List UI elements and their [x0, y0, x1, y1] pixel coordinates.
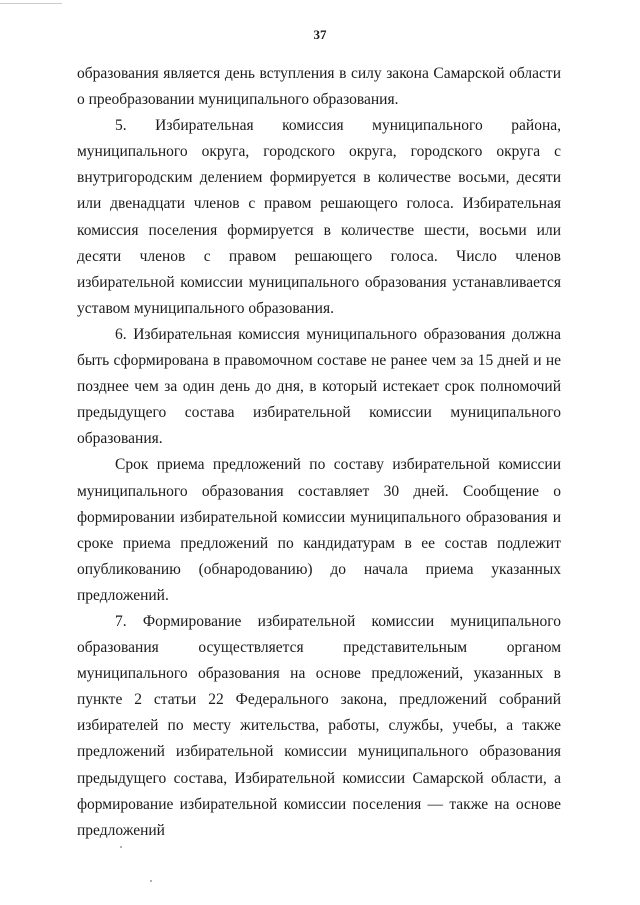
paragraph-item-7: 7. Формирование избирательной комиссии муниципального образования осуществляется представительным органом муниципального образования на основе предложений, указанных в пункте 2 статьи 22 Федерального закона, предложений собраний избирателей по месту жительства, работы, службы, учебы, а также предложений избирательной комиссии муниципального образования предыдущего состава, Избирательной комиссии Самарской области, а формирование избирательной комиссии поселения — также на основе предложений — [77, 612, 561, 839]
paragraph-item-5: 5. Избирательная комиссия муниципального района, муниципального округа, городского округа, городского округа с внутригородским делением формируется в количестве восьми, десяти или двенадцати членов с правом решающего голоса. Избирательная комиссия поселения формируется в количестве шести, восьми или десяти членов с правом решающего голоса. Число членов избирательной комиссии муниципального образования устанавливается уставом муниципального образования. — [77, 117, 561, 317]
paragraph-proposal-period: Срок приема предложений по составу избирательной комиссии муниципального образования составляет 30 дней. Сообщение о формировании избирательной комиссии муниципального образования и сроке приема предложений по кандидатурам в ее состав подлежит опубликованию (обнародованию) до начала приема указанных предложений. — [77, 456, 561, 604]
page-number: 37 — [313, 27, 327, 42]
paragraph-continuation: образования является день вступления в силу закона Самарской области о преобразовании муниципального образования. — [77, 65, 561, 109]
scan-speck — [150, 880, 152, 882]
paragraph-item-6: 6. Избирательная комиссия муниципального образования должна быть сформирована в правомочном составе не ранее чем за 15 дней и не позднее чем за один день до дня, в который истекает срок полномочий предыдущего состава избирательной комиссии муниципального образования. — [77, 325, 561, 448]
scan-edge-mark — [0, 0, 62, 4]
scan-speck — [120, 846, 122, 848]
document-body — [77, 61, 561, 844]
